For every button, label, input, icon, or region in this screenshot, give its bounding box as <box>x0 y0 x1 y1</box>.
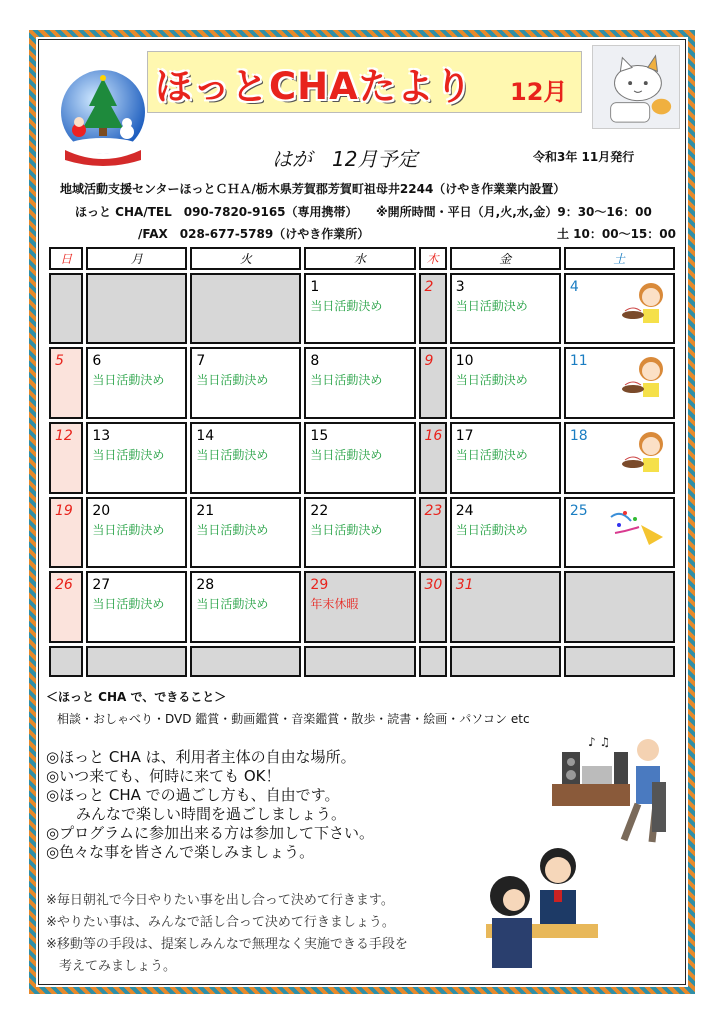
can-do-heading: ＜ほっと CHA で、できること＞ <box>46 690 227 704</box>
note-item: ※やりたい事は、みんなで話し合って決めて行きましょう。 <box>46 915 395 930</box>
calendar-day-cell <box>86 273 187 345</box>
day-number: 28 <box>196 577 215 594</box>
day-event: 当日活動決め <box>196 447 269 462</box>
two-people-talking-icon <box>476 838 606 978</box>
calendar-week-row <box>49 571 675 643</box>
note-item: 考えてみましょう。 <box>46 959 177 974</box>
weekday-header-row <box>49 247 675 270</box>
calendar-day-cell <box>304 497 415 569</box>
calendar-week-row <box>49 347 675 419</box>
day-number: 31 <box>455 577 474 594</box>
calendar-day-cell <box>49 422 83 494</box>
calendar-day-cell <box>419 347 447 419</box>
calendar-day-cell <box>564 273 675 345</box>
day-event: 当日活動決め <box>455 447 528 462</box>
issue-date: 令和3年 11月発行 <box>533 150 635 164</box>
calendar-day-cell <box>190 273 301 345</box>
weekday-header: 火 <box>190 247 301 270</box>
title-month: 12月 <box>510 78 568 106</box>
calendar-day-cell <box>86 422 187 494</box>
feature-item: ◎色々な事を皆さんで楽しみましょう。 <box>46 843 315 861</box>
calendar-week-row <box>49 422 675 494</box>
feature-item: ◎いつ来ても、何時に来ても OK！ <box>46 767 281 785</box>
day-number: 29 <box>310 577 329 594</box>
calendar-week-row <box>49 646 675 677</box>
can-do-list: 相談・おしゃべり・DVD 鑑賞・動画鑑賞・音楽鑑賞・散歩・読書・絵画・パソコン etc <box>57 712 530 726</box>
calendar-day-cell <box>304 422 415 494</box>
christmas-snowglobe-icon <box>55 68 151 168</box>
weekday-header: 水 <box>304 247 415 270</box>
day-event: 当日活動決め <box>196 522 269 537</box>
day-event: 当日活動決め <box>310 298 383 313</box>
day-number: 26 <box>55 577 73 594</box>
day-number: 13 <box>92 427 111 444</box>
calendar-day-cell <box>304 646 415 677</box>
calendar-day-cell <box>86 646 187 677</box>
calendar-day-cell <box>86 347 187 419</box>
feature-item: ◎ほっと CHA は、利用者主体の自由な場所。 <box>46 748 356 766</box>
day-number: 17 <box>455 427 474 444</box>
day-number: 5 <box>55 353 64 370</box>
weekday-header: 土 <box>564 247 675 270</box>
day-number: 9 <box>424 353 434 370</box>
day-event: 当日活動決め <box>92 373 165 388</box>
calendar-day-cell <box>419 422 447 494</box>
center-address: 地域活動支援センターほっとＣＨＡ/栃木県芳賀郡芳賀町祖母井2244（けやき作業業内設置） <box>60 182 566 196</box>
svg-text:♪ ♫: ♪ ♫ <box>588 735 611 749</box>
calendar-day-cell <box>49 646 83 677</box>
day-number: 24 <box>455 502 474 519</box>
day-event: 当日活動決め <box>92 597 165 612</box>
calendar-day-cell <box>49 273 83 345</box>
weekday-header: 日 <box>49 247 83 270</box>
day-number: 22 <box>310 502 329 519</box>
day-number: 10 <box>455 353 474 370</box>
day-event: 当日活動決め <box>92 522 165 537</box>
calendar-day-cell <box>86 571 187 643</box>
opening-hours-saturday: 土 10：00～15：00 <box>557 227 676 241</box>
cooking-girl-icon <box>621 279 667 325</box>
calendar-day-cell <box>450 347 561 419</box>
day-event: 当日活動決め <box>455 522 528 537</box>
fax-number: /FAX 028-677-5789（けやき作業所） <box>138 227 370 241</box>
day-number: 18 <box>569 427 588 444</box>
day-number: 14 <box>196 427 215 444</box>
weekday-header: 木 <box>419 247 447 270</box>
day-number: 21 <box>196 502 215 519</box>
calendar-day-cell <box>49 571 83 643</box>
day-event: 当日活動決め <box>310 447 383 462</box>
calendar-day-cell <box>49 497 83 569</box>
opening-hours-weekday: ※開所時間・平日（月,火,水,金）9：30～16：00 <box>376 205 652 219</box>
calendar-day-cell <box>419 273 447 345</box>
note-item: ※毎日朝礼で今日やりたい事を出し合って決めて行きます。 <box>46 893 394 908</box>
note-item: ※移動等の手段は、提案しみんなで無理なく実施できる手段を <box>46 937 408 952</box>
cooking-girl-icon <box>621 428 667 474</box>
day-number: 19 <box>55 502 73 519</box>
feature-item: みんなで楽しい時間を過ごしましょう。 <box>46 805 347 823</box>
newsletter-title: ほっとCHAたより <box>155 65 473 108</box>
notes-list <box>46 890 408 978</box>
weekday-header: 月 <box>86 247 187 270</box>
day-number: 2 <box>424 278 434 295</box>
calendar-day-cell <box>304 273 415 345</box>
day-event: 当日活動決め <box>310 522 383 537</box>
day-event: 当日活動決め <box>310 373 383 388</box>
cooking-girl-icon <box>621 353 667 399</box>
day-number: 1 <box>310 278 320 295</box>
feature-item: ◎ほっと CHA での過ごし方も、自由です。 <box>46 786 340 804</box>
calendar-day-cell <box>450 571 561 643</box>
elderly-man-music-icon <box>548 732 674 852</box>
weekday-header: 金 <box>450 247 561 270</box>
day-number: 23 <box>424 502 443 519</box>
day-event: 当日活動決め <box>455 373 528 388</box>
calendar-day-cell <box>450 646 561 677</box>
day-number: 15 <box>310 427 329 444</box>
day-number: 27 <box>92 577 111 594</box>
calendar-day-cell <box>190 422 301 494</box>
calendar-day-cell <box>419 497 447 569</box>
schedule-subtitle: はが 12月予定 <box>272 147 418 171</box>
calendar-day-cell <box>450 273 561 345</box>
calendar-day-cell <box>564 422 675 494</box>
calendar-table <box>46 244 678 680</box>
calendar-day-cell <box>419 646 447 677</box>
day-event: 当日活動決め <box>455 298 528 313</box>
day-number: 20 <box>92 502 111 519</box>
day-event: 当日活動決め <box>196 597 269 612</box>
calendar-day-cell <box>564 497 675 569</box>
calendar-week-row <box>49 497 675 569</box>
day-number: 6 <box>92 353 102 370</box>
day-number: 4 <box>569 278 579 295</box>
calendar-day-cell <box>564 571 675 643</box>
calendar-week-row <box>49 273 675 345</box>
day-event: 年末休暇 <box>310 597 359 612</box>
calendar-day-cell <box>419 571 447 643</box>
day-number: 8 <box>310 353 320 370</box>
day-number: 7 <box>196 353 206 370</box>
day-number: 30 <box>424 577 443 594</box>
calendar-day-cell <box>190 497 301 569</box>
day-number: 16 <box>424 427 443 444</box>
day-event: 当日活動決め <box>92 447 165 462</box>
calendar-day-cell <box>304 347 415 419</box>
calendar-day-cell <box>564 347 675 419</box>
calendar-day-cell <box>49 347 83 419</box>
calendar-day-cell <box>190 347 301 419</box>
cat-mascot-icon <box>592 45 680 129</box>
calendar-day-cell <box>190 646 301 677</box>
features-list <box>46 748 374 862</box>
calendar-day-cell <box>564 646 675 677</box>
party-popper-icon <box>605 507 665 547</box>
day-number: 25 <box>569 502 588 519</box>
calendar-day-cell <box>450 422 561 494</box>
day-number: 11 <box>569 353 588 370</box>
calendar-day-cell <box>450 497 561 569</box>
calendar-day-cell <box>304 571 415 643</box>
calendar-day-cell <box>190 571 301 643</box>
feature-item: ◎プログラムに参加出来る方は参加して下さい。 <box>46 824 374 842</box>
day-number: 12 <box>55 427 73 444</box>
day-event: 当日活動決め <box>196 373 269 388</box>
day-number: 3 <box>455 278 465 295</box>
calendar-day-cell <box>86 497 187 569</box>
phone-number: ほっと CHA/TEL 090-7820-9165（専用携帯） <box>75 205 358 219</box>
